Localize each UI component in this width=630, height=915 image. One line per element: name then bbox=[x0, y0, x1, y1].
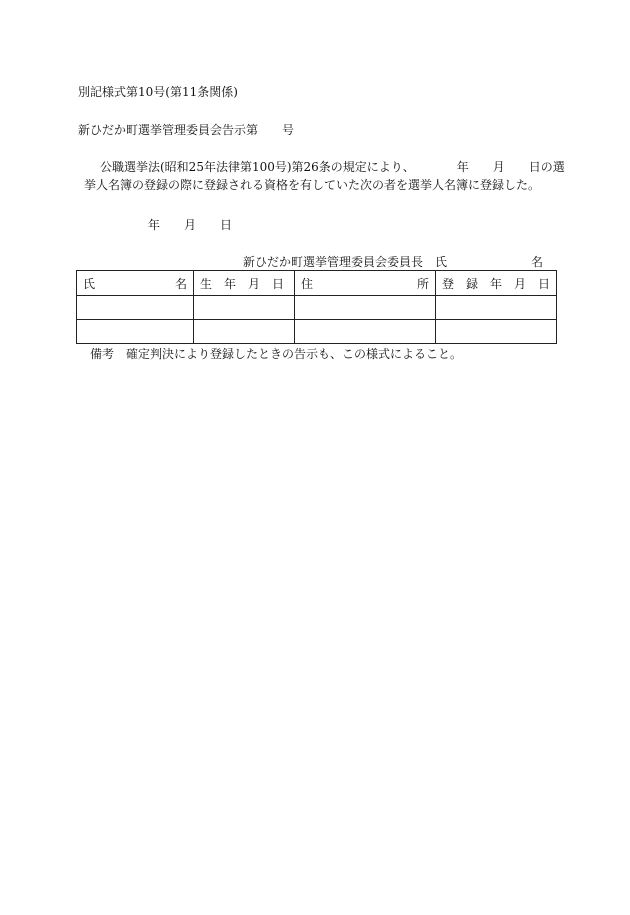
notice-title: 新ひだか町選挙管理委員会告示第 号 bbox=[78, 123, 295, 137]
body-text-line-1: 公職選挙法(昭和25年法律第100号)第26条の規定により、 年 月 日の選 bbox=[100, 160, 565, 174]
table-cell bbox=[77, 320, 194, 344]
header-birthdate bbox=[194, 271, 295, 296]
date-line: 年 月 日 bbox=[148, 218, 233, 232]
table-cell bbox=[436, 296, 557, 320]
header-address-left: 住 bbox=[301, 276, 314, 291]
table-cell bbox=[194, 320, 295, 344]
header-registration-date bbox=[436, 271, 557, 296]
table-row bbox=[77, 296, 557, 320]
body-text-line-2: 挙人名簿の登録の際に登録される資格を有していた次の者を選挙人名簿に登録した。 bbox=[84, 178, 541, 192]
table-cell bbox=[295, 320, 436, 344]
header-registration-date-label: 登 録 年 月 日 bbox=[442, 276, 551, 291]
table-header-row bbox=[77, 271, 557, 296]
header-birthdate-label: 生 年 月 日 bbox=[200, 276, 285, 291]
form-number: 別記様式第10号(第11条関係) bbox=[78, 85, 238, 99]
header-address bbox=[295, 271, 436, 296]
signature-line: 新ひだか町選挙管理委員会委員長 氏 名 bbox=[243, 255, 544, 269]
header-name-left: 氏 bbox=[83, 276, 96, 291]
table-row bbox=[77, 320, 557, 344]
remarks-note: 備考 確定判決により登録したときの告示も、この様式によること。 bbox=[90, 347, 463, 361]
table-cell bbox=[436, 320, 557, 344]
table-cell bbox=[77, 296, 194, 320]
header-address-right: 所 bbox=[416, 276, 429, 291]
header-name-right: 名 bbox=[174, 276, 187, 291]
registration-table bbox=[76, 270, 557, 344]
table-cell bbox=[295, 296, 436, 320]
table-cell bbox=[194, 296, 295, 320]
header-name bbox=[77, 271, 194, 296]
